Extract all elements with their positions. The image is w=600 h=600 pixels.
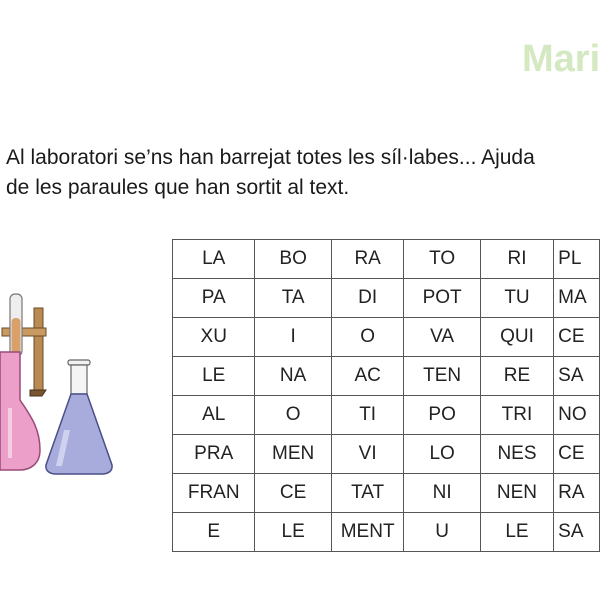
syllable-cell[interactable]: TO (404, 240, 480, 279)
table-row (173, 474, 600, 513)
syllable-cell[interactable]: PRA (173, 435, 255, 474)
syllable-cell[interactable]: CE (255, 474, 331, 513)
syllable-cell[interactable]: LA (173, 240, 255, 279)
syllable-cell[interactable]: RE (480, 357, 553, 396)
syllable-cell[interactable]: MEN (255, 435, 331, 474)
syllable-cell[interactable]: TU (480, 279, 553, 318)
syllable-cell[interactable]: LE (255, 513, 331, 552)
syllable-cell[interactable]: RI (480, 240, 553, 279)
rack-back-post (34, 308, 43, 392)
syllable-cell[interactable]: QUI (480, 318, 553, 357)
blue-flask-neck (71, 365, 87, 394)
syllable-cell[interactable]: TEN (404, 357, 480, 396)
laboratory-flasks-icon (0, 290, 120, 480)
syllable-cell[interactable]: LO (404, 435, 480, 474)
syllable-cell[interactable]: E (173, 513, 255, 552)
instructions-line-1: Al laboratori se’ns han barrejat totes les síl·labes... Ajuda (6, 146, 535, 169)
syllable-cell[interactable]: U (404, 513, 480, 552)
syllable-cell[interactable]: LE (480, 513, 553, 552)
syllable-cell[interactable]: DI (331, 279, 404, 318)
table-row (173, 396, 600, 435)
table-row (173, 513, 600, 552)
page-title: Mari (522, 38, 600, 80)
syllable-cell[interactable]: TAT (331, 474, 404, 513)
syllable-cell[interactable]: CE (554, 318, 600, 357)
syllable-cell[interactable]: NES (480, 435, 553, 474)
syllable-cell[interactable]: TA (255, 279, 331, 318)
syllable-cell[interactable]: PA (173, 279, 255, 318)
syllable-grid (172, 239, 600, 552)
syllable-cell[interactable]: NEN (480, 474, 553, 513)
syllable-cell[interactable]: O (255, 396, 331, 435)
table-row (173, 318, 600, 357)
rack-base (30, 390, 46, 396)
syllable-cell[interactable]: CE (554, 435, 600, 474)
table-row (173, 279, 600, 318)
syllable-cell[interactable]: NI (404, 474, 480, 513)
syllable-cell[interactable]: POT (404, 279, 480, 318)
table-row (173, 357, 600, 396)
blue-flask (46, 394, 112, 474)
table-row (173, 435, 600, 474)
syllable-cell[interactable]: VA (404, 318, 480, 357)
syllable-cell[interactable]: AL (173, 396, 255, 435)
syllable-cell[interactable]: XU (173, 318, 255, 357)
syllable-cell[interactable]: TRI (480, 396, 553, 435)
syllable-cell[interactable]: RA (554, 474, 600, 513)
syllable-cell[interactable]: PL (554, 240, 600, 279)
syllable-cell[interactable]: MA (554, 279, 600, 318)
syllable-cell[interactable]: TI (331, 396, 404, 435)
syllable-cell[interactable]: NA (255, 357, 331, 396)
syllable-cell[interactable]: SA (554, 513, 600, 552)
syllable-cell[interactable]: I (255, 318, 331, 357)
rack-crossbar (2, 328, 46, 336)
syllable-cell[interactable]: FRAN (173, 474, 255, 513)
syllable-cell[interactable]: VI (331, 435, 404, 474)
blue-flask-rim (68, 360, 90, 365)
syllable-cell[interactable]: SA (554, 357, 600, 396)
syllable-cell[interactable]: MENT (331, 513, 404, 552)
syllable-cell[interactable]: BO (255, 240, 331, 279)
syllable-cell[interactable]: PO (404, 396, 480, 435)
instructions-line-2: de les paraules que han sortit al text. (6, 176, 350, 199)
syllable-cell[interactable]: RA (331, 240, 404, 279)
syllable-cell[interactable]: AC (331, 357, 404, 396)
syllable-cell[interactable]: LE (173, 357, 255, 396)
syllable-cell[interactable]: NO (554, 396, 600, 435)
instructions-text (6, 143, 600, 203)
table-row (173, 240, 600, 279)
syllable-cell[interactable]: O (331, 318, 404, 357)
test-tube-liquid (12, 318, 21, 354)
pink-flask-shine (8, 408, 12, 458)
